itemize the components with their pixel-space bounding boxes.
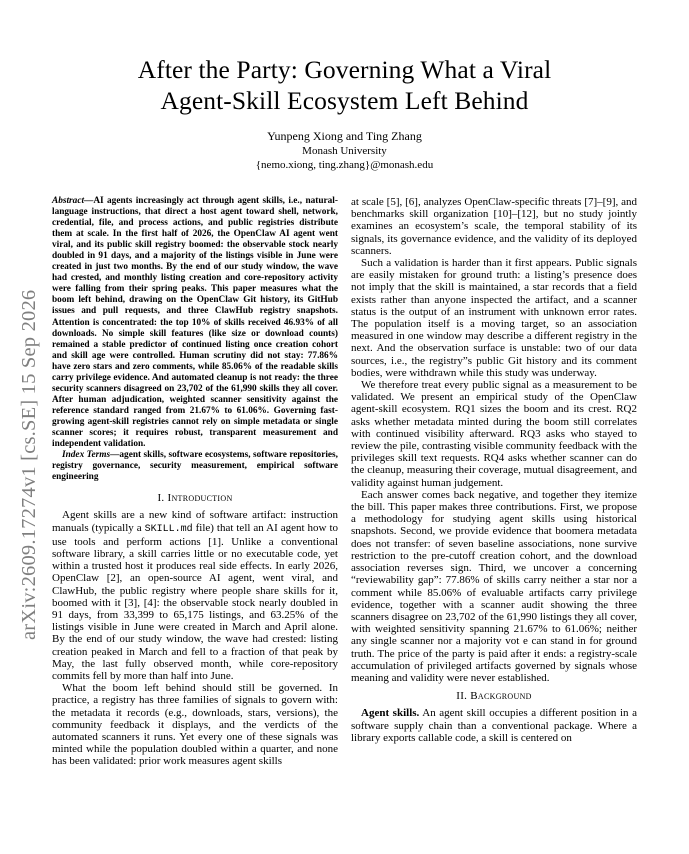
abstract-lead: Abstract [52, 196, 85, 206]
arxiv-sidebar-stamp: arXiv:2609.17274v1 [cs.SE] 15 Sep 2026 [18, 289, 40, 640]
index-terms-lead: Index Terms [62, 450, 111, 461]
intro-p1-text-a: Agent skills are a new kind of software artifact: instruction manuals (typically a [52, 509, 338, 534]
skill-md-code: SKILL.md [144, 523, 193, 535]
affiliation-block [0, 145, 689, 172]
index-terms [52, 450, 338, 483]
left-column [52, 196, 338, 768]
intro-paragraph-4: We therefore treat every public signal as a measurement to be validated. We present an empirical study of the OpenClaw agent-skill ecosystem. RQ1 sizes the boom and its crest. RQ2 asks whether metadata minted during the boom still correlates with continued visibility afterward. RQ3 asks who stayed to review the pile, contrasting visible community feedback with the privileges skill text requests. RQ4 asks whether scanner can do the cleanup, measuring their coverage, mutual disagreement, and validity against human judgement. [351, 379, 637, 489]
background-text: An agent skill occupies a different position in a software supply chain than a conventional package. Where a library exports callable code, a skill is centered on [351, 707, 637, 744]
intro-paragraph-5: Each answer comes back negative, and together they itemize the bill. This paper makes three contributions. First, we propose a methodology for studying agent skills using historical snapshots. Second, we provide evidence that boomera metadata does not transfer: of seven baseline associations, none survive restriction to the pre-cutoff creation cohort, and the download association reverses sign. Third, we uncover a concerning “reviewability gap”: 77.86% of skills carry neither a star nor a comment while 85.06% of evaluable artifacts carry privilege evidence, together with a scanner audit showing the three scanners disagree on 23,702 of the 61,990 listings they all cover, with weighted sensitivity spanning 21.67% to 61.06%; neither any single scanner nor a majority vot e can stand in for ground truth. The price of the party is paid after it ends: a registry-scale accumulation of privileged artifacts governed by signals whose meaning and validity were never established. [351, 488, 637, 684]
background-paragraph-1 [351, 707, 637, 744]
intro-paragraph-2: What the boom left behind should still be governed. In practice, a registry has three families of signals to govern with: the metadata it records (e.g., downloads, stars, versions), the community feedback it displays, and the verdicts of the automated scanners it runs. Yet every one of these signals was minted while the population doubled within a quarter, and none has been validated: prior work measures agent skills [52, 682, 338, 768]
intro-p1-text-b: file) that tell an AI agent how to use tools and perform actions [1]. Unlike a conventional software library, a skill carries little or no executable code, yet within a trusted host it produces real side effects. In early 2026, OpenClaw [2], an open-source AI agent, went viral, and ClawHub, the public registry where people share skills for it, boomed with it [3], [4]: the observable stock nearly doubled in 91 days, from 33,399 to 65,175 listings, and 63.25% of the listings visible in June were created in March and April alone. By the end of our study window, the wave had crested: listing creation peaked in March and fell to a fraction of that peak by May, the last fully observed month, while core-repository commits fell by more than half into June. [52, 521, 338, 683]
paper-title [0, 54, 689, 116]
abstract-text: —AI agents increasingly act through agent skills, i.e., natural-language instructions, that direct a host agent toward shell, network, credential, file, and process actions, and public registries distribute them at scale. In the first half of 2026, the OpenClaw AI agent went viral, and its public skill registry boomed: the observable stock nearly doubled in 91 days, and a majority of the listings visible in June were created in just two months. By the end of our study window, the wave had crested, and monthly listing creation and core-repository activity were falling from their spring peaks. This paper measures what the boom left behind, drawing on the OpenClaw Git history, its GitHub issues and pull requests, and three ClawHub registry snapshots. Attention is concentrated: the top 10% of skills received 46.93% of all downloads. No simple skill features (like size or download counts) remained a stable predictor of continued listing once creation cohort and skill age were controlled. Human scrutiny did not stay: 77.86% have zero stars and zero comments, while 85.06% of the readable skills carry privilege evidence. And automated cleanup is not ready: the three security scanners disagreed on 23,702 of the 61,990 skills they all cover. After human adjudication, weighted scanner sensitivity against the reference standard ranged from 21.67% to 61.06%. Governing fast-growing agent-skill registries cannot rely on simple metadata or single scanner scores; it requires robust, transparent measurement and independent validation. [52, 196, 338, 450]
abstract [52, 196, 338, 450]
section-heading-background: II. Background [456, 690, 532, 703]
right-column [351, 196, 637, 744]
intro-paragraph-3: Such a validation is harder than it first appears. Public signals are easily mistaken for ground truth: a listing’s presence does not imply that the skill is maintained, a star records that a field exists rather than anyone inspected the artifact, and a scanner status is the output of an instrument with unknown error rates. The population itself is a moving target, so an association measured in one window may describe a different registry in the next. And the observation surface is unstable: two of our data sources, i.e., the registry”s public Git history and its comment bodies, were withdrawn while this study was underway. [351, 257, 637, 379]
title-line-2: Agent-Skill Ecosystem Left Behind [160, 86, 529, 115]
background-runin-heading: Agent skills. [361, 707, 420, 720]
title-line-1: After the Party: Governing What a Viral [137, 55, 552, 84]
affiliation: Monash University [302, 145, 387, 157]
author-email: {nemo.xiong, ting.zhang}@monash.edu [255, 158, 434, 171]
intro-paragraph-1 [52, 509, 338, 682]
author-list: Yunpeng Xiong and Ting Zhang [267, 129, 422, 143]
index-terms-text: —agent skills, software ecosystems, software repositories, registry governance, security measurement, empirical software engineering [52, 450, 338, 483]
intro-paragraph-2-continued: at scale [5], [6], analyzes OpenClaw-specific threats [7]–[9], and benchmarks skill organization [10]–[12], but no study jointly examines an ecosystem’s scale, the temporal stability of its signals, its governance evidence, and the validity of its deployed scanners. [351, 196, 637, 257]
section-heading-introduction: I. Introduction [157, 492, 233, 505]
